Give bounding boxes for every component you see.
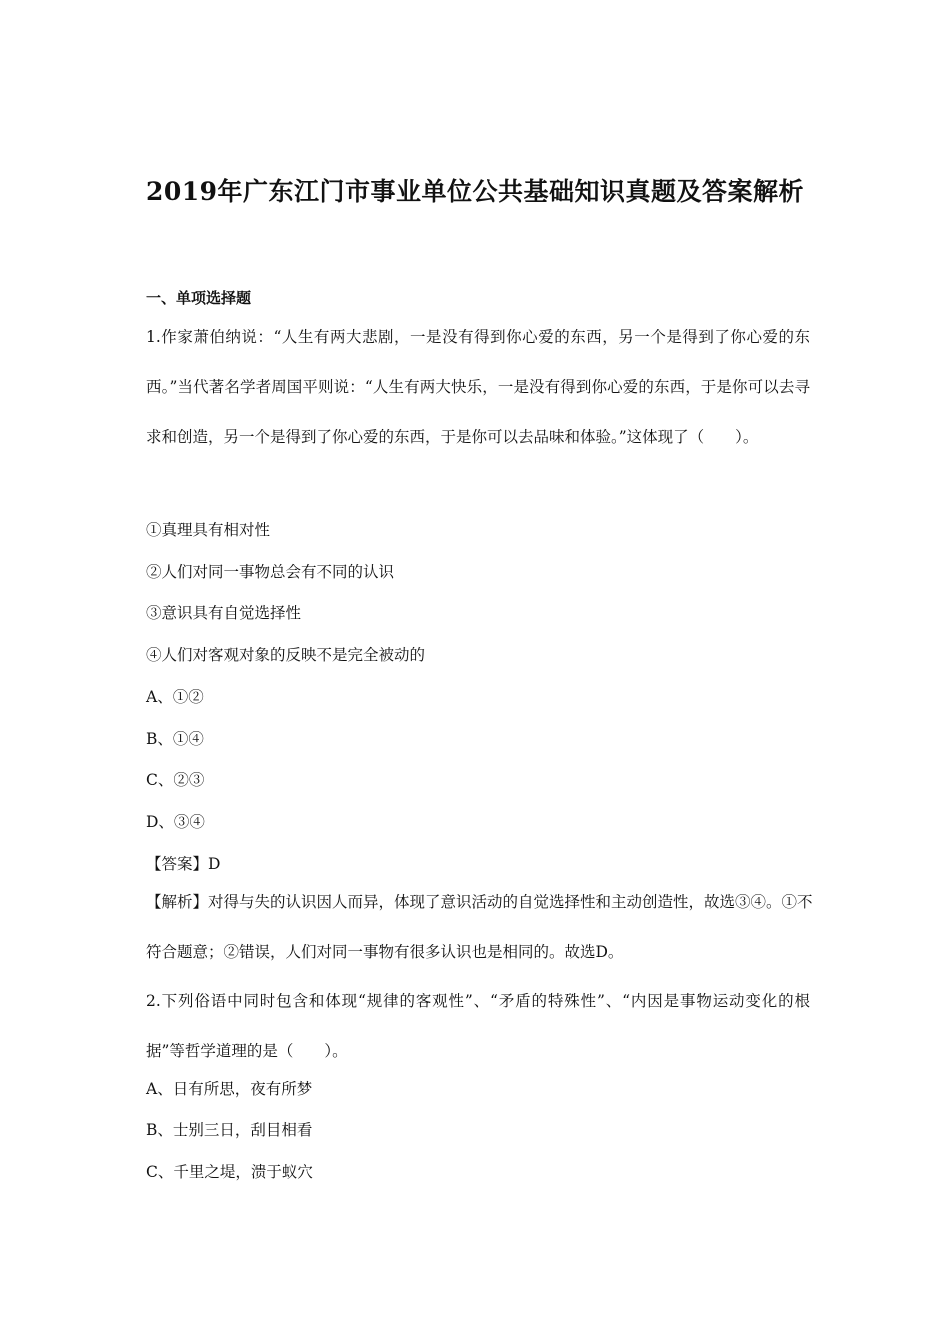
question-1-statement: ①真理具有相对性 (146, 521, 271, 539)
question-1-statement: ④人们对客观对象的反映不是完全被动的 (146, 646, 426, 664)
question-1-answer: 【答案】D (146, 855, 221, 873)
question-2-option-c: C、千里之堤，溃于蚁穴 (146, 1163, 313, 1181)
document-title: 2019年广东江门市事业单位公共基础知识真题及答案解析 (145, 177, 805, 206)
question-1-statement: ③意识具有自觉选择性 (146, 604, 302, 622)
question-1-statement: ②人们对同一事物总会有不同的认识 (146, 563, 395, 581)
question-1-option-d: D、③④ (146, 813, 205, 831)
question-2-stem: 2.下列俗语中同时包含和体现“规律的客观性”、“矛盾的特殊性”、“内因是事物运动变化的根据”等哲学道理的是（ ）。 (146, 992, 810, 1060)
question-1-option-c: C、②③ (146, 771, 205, 789)
question-2-option-a: A、日有所思，夜有所梦 (146, 1080, 313, 1098)
question-1-option-a: A、①② (146, 688, 204, 706)
question-1-analysis: 【解析】对得与失的认识因人而异，体现了意识活动的自觉选择性和主动创造性，故选③④。①不符合题意；②错误，人们对同一事物有很多认识也是相同的。故选D。 (146, 893, 813, 961)
question-2-option-b: B、士别三日，刮目相看 (146, 1121, 313, 1139)
section-heading: 一、单项选择题 (146, 289, 252, 307)
question-1-stem: 1.作家萧伯纳说：“人生有两大悲剧，一是没有得到你心爱的东西，另一个是得到了你心爱的东西。”当代著名学者周国平则说：“人生有两大快乐，一是没有得到你心爱的东西，于是你可以去寻求和创造，另一个是得到了你心爱的东西，于是你可以去品味和体验。”这体现了（ ）。 (146, 328, 810, 446)
question-1-option-b: B、①④ (146, 730, 204, 748)
